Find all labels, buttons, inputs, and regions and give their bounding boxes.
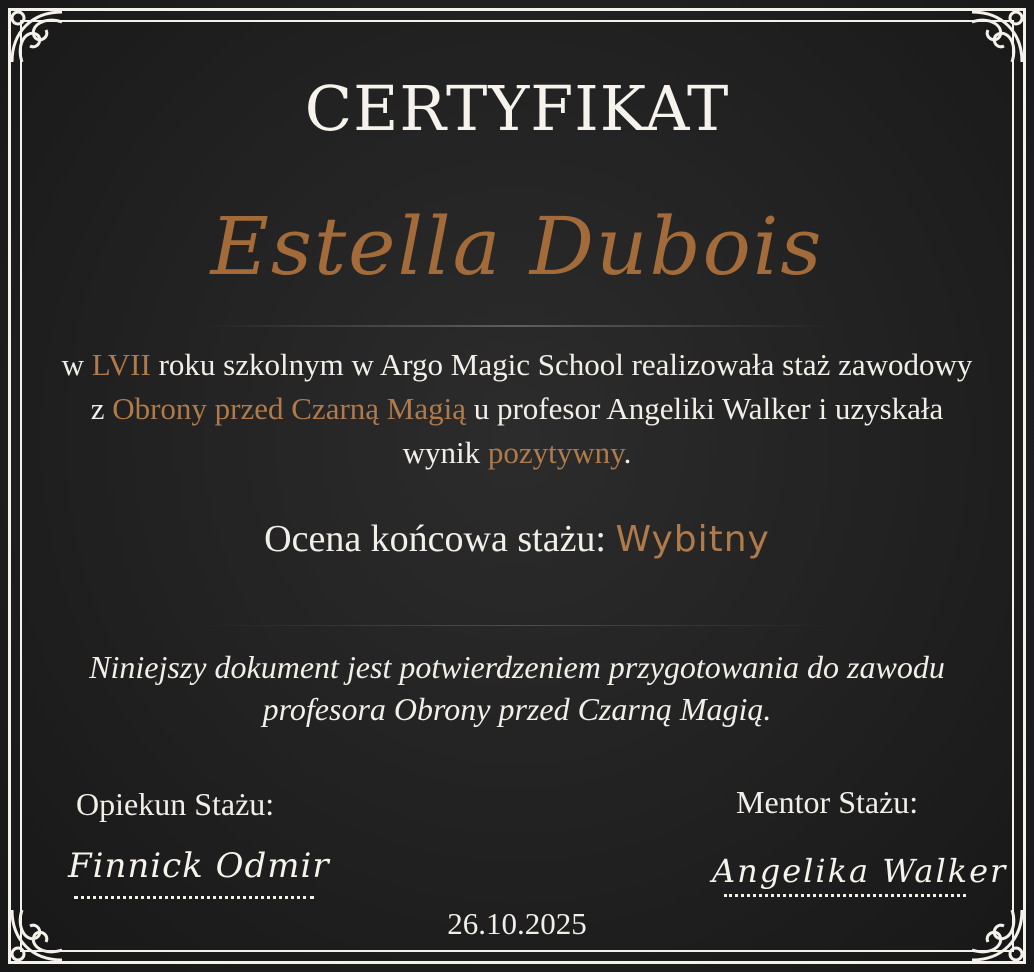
- recipient-name: Estella Dubois: [210, 200, 824, 293]
- supervisor-signature: Finnick Odmir: [68, 846, 330, 886]
- supervisor-label: Opiekun Stażu:: [76, 786, 275, 822]
- subject-name: Obrony przed Czarną Magią: [112, 391, 466, 426]
- grade-label: Ocena końcowa stażu:: [264, 518, 616, 560]
- divider: [200, 625, 834, 626]
- mentor-signature: Angelika Walker: [712, 852, 1008, 890]
- body-text: .: [623, 435, 632, 470]
- final-grade: [0, 517, 1034, 561]
- body-text: roku szkolnym w Argo Magic School realizowała staż zawodowy z: [90, 347, 973, 426]
- school-year: LVII: [91, 347, 151, 382]
- ornament-corner-icon: [962, 2, 1032, 72]
- certificate-note: Niniejszy dokument jest potwierdzeniem przygotowania do zawodu profesora Obrony przed Czarną Magią.: [89, 649, 945, 727]
- ornament-corner-icon: [2, 2, 72, 72]
- body-text: w: [61, 347, 92, 382]
- signature-line: [74, 896, 314, 899]
- body-text: u profesor Angeliki Walker i uzyskała wynik: [402, 391, 944, 470]
- result-value: pozytywny: [487, 435, 624, 470]
- certificate-body: [60, 343, 974, 475]
- issue-date: 26.10.2025: [447, 906, 587, 941]
- certificate-title: CERTYFIKAT: [304, 72, 730, 145]
- grade-value: Wybitny: [615, 519, 770, 560]
- divider: [200, 325, 834, 327]
- signature-line: [724, 894, 966, 897]
- mentor-label: Mentor Stażu:: [736, 784, 919, 820]
